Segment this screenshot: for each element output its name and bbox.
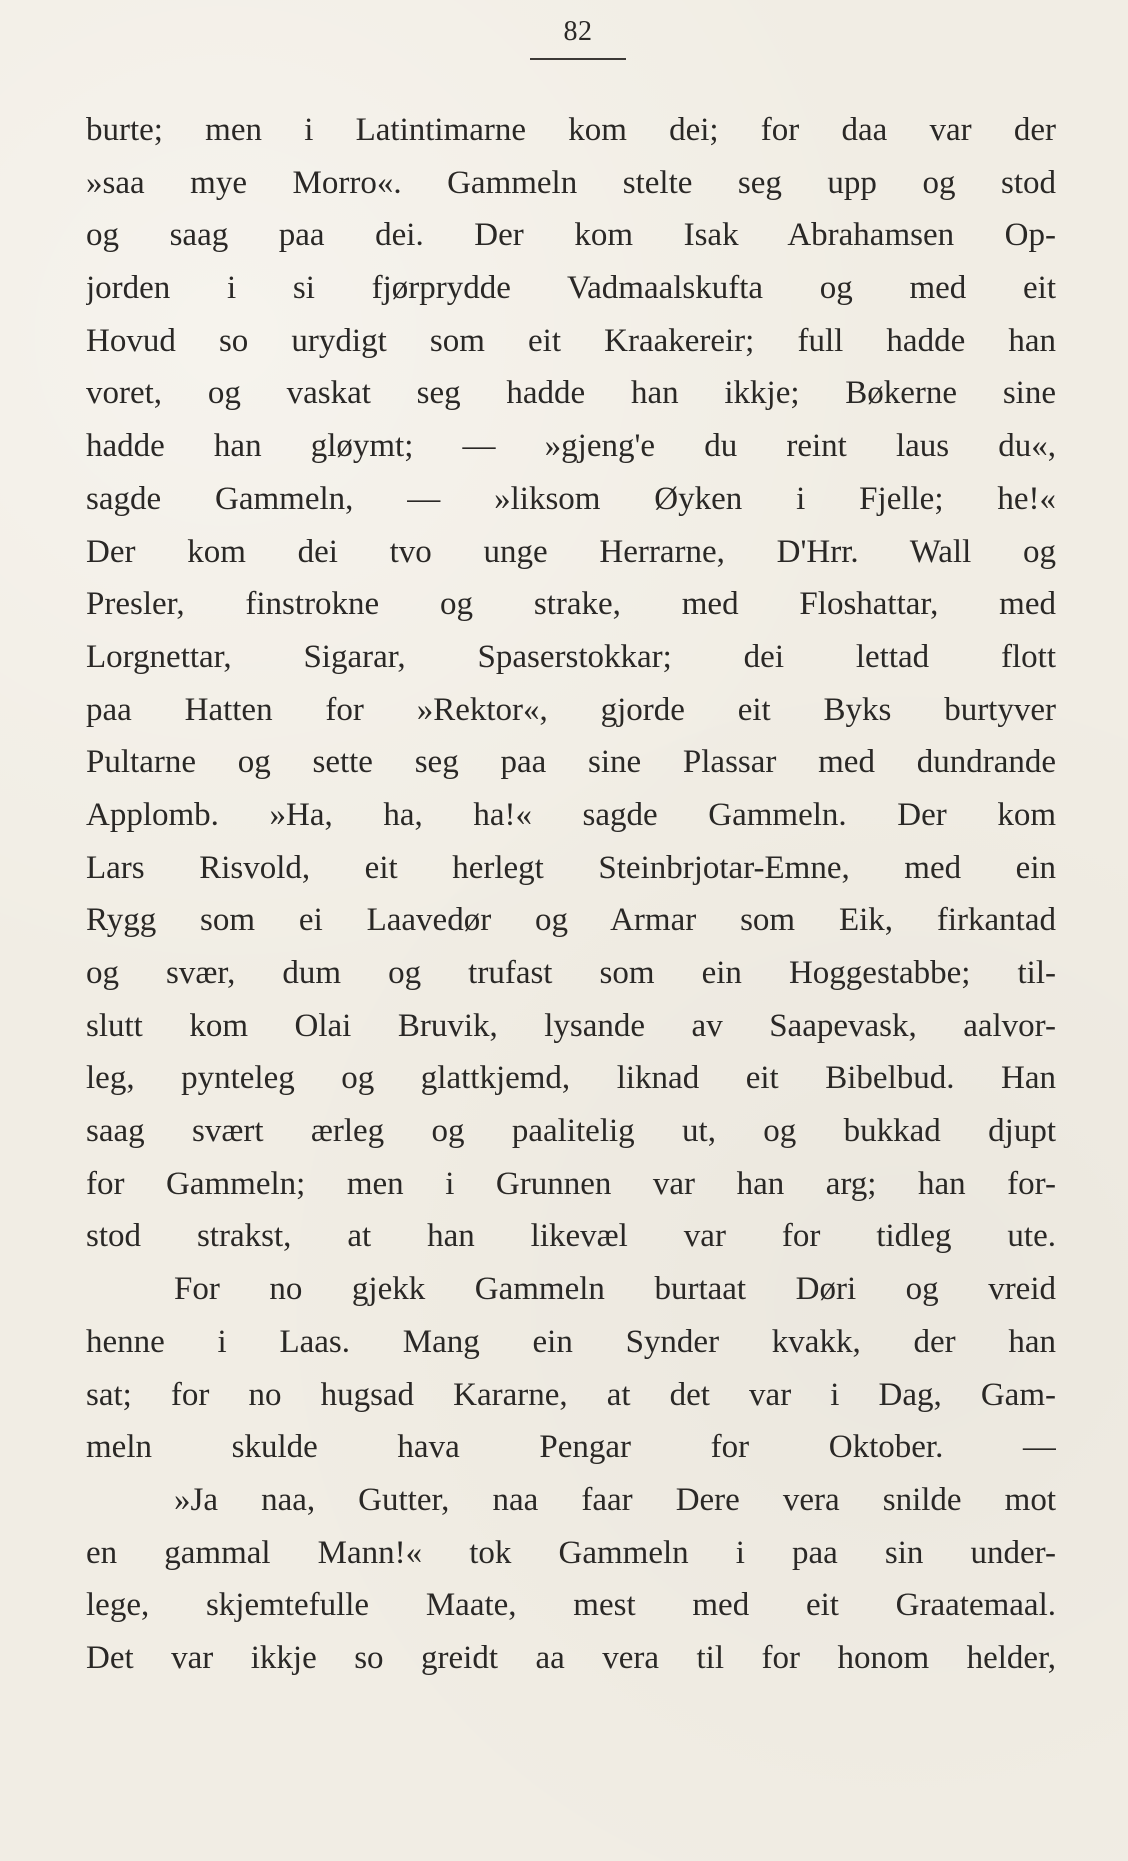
- text-line: jorden i si fjørprydde Vadmaalskufta og med eit: [86, 270, 1056, 307]
- text-line: sagde Gammeln, — »liksom Øyken i Fjelle; he!«: [86, 480, 1056, 517]
- text-line: Rygg som ei Laavedør og Armar som Eik, firkantad: [86, 902, 1056, 939]
- text-line: »Ja naa, Gutter, naa faar Dere vera snilde mot: [174, 1481, 1056, 1518]
- text-line: Det var ikkje so greidt aa vera til for honom helder,: [86, 1639, 1056, 1676]
- text-line: Lorgnettar, Sigarar, Spaserstokkar; dei lettad flott: [86, 638, 1056, 675]
- text-line: paa Hatten for »Rektor«, gjorde eit Byks burtyver: [86, 691, 1056, 728]
- text-line: og saag paa dei. Der kom Isak Abrahamsen Op-: [86, 217, 1056, 254]
- text-line: saag svært ærleg og paalitelig ut, og bukkad djupt: [86, 1113, 1056, 1150]
- text-line: Lars Risvold, eit herlegt Steinbrjotar-Emne, med ein: [86, 849, 1056, 886]
- text-line: Der kom dei tvo unge Herrarne, D'Hrr. Wall og: [86, 533, 1056, 570]
- page-number: 82: [563, 16, 593, 47]
- text-line: sat; for no hugsad Kararne, at det var i Dag, Gam-: [86, 1376, 1056, 1413]
- text-line: hadde han gløymt; — »gjeng'e du reint laus du«,: [86, 428, 1056, 465]
- text-line: For no gjekk Gammeln burtaat Døri og vreid: [174, 1271, 1056, 1308]
- text-line: Applomb. »Ha, ha, ha!« sagde Gammeln. Der kom: [86, 796, 1056, 833]
- text-line: Pultarne og sette seg paa sine Plassar med dundrande: [86, 744, 1056, 781]
- text-line: Presler, finstrokne og strake, med Floshattar, med: [86, 586, 1056, 623]
- text-line: og svær, dum og trufast som ein Hoggestabbe; til-: [86, 955, 1056, 991]
- page-number-rule: [530, 58, 626, 60]
- text-line: stod strakst, at han likevæl var for tidleg ute.: [86, 1218, 1056, 1255]
- text-line: leg, pynteleg og glattkjemd, liknad eit Bibelbud. Han: [86, 1060, 1056, 1097]
- text-line: for Gammeln; men i Grunnen var han arg; han for-: [86, 1165, 1056, 1202]
- text-line: voret, og vaskat seg hadde han ikkje; Bøkerne sine: [86, 375, 1056, 412]
- text-line: slutt kom Olai Bruvik, lysande av Saapevask, aalvor-: [86, 1007, 1056, 1044]
- text-line: meln skulde hava Pengar for Oktober. —: [86, 1429, 1056, 1466]
- text-line: »saa mye Morro«. Gammeln stelte seg upp og stod: [86, 164, 1056, 201]
- body-text: [86, 104, 1056, 1685]
- text-line: lege, skjemtefulle Maate, mest med eit Graatemaal.: [86, 1587, 1056, 1624]
- text-line: burte; men i Latintimarne kom dei; for daa var der: [86, 112, 1056, 148]
- text-line: Hovud so urydigt som eit Kraakereir; full hadde han: [86, 322, 1056, 359]
- text-line: en gammal Mann!« tok Gammeln i paa sin under-: [86, 1534, 1056, 1571]
- text-line: henne i Laas. Mang ein Synder kvakk, der han: [86, 1323, 1056, 1360]
